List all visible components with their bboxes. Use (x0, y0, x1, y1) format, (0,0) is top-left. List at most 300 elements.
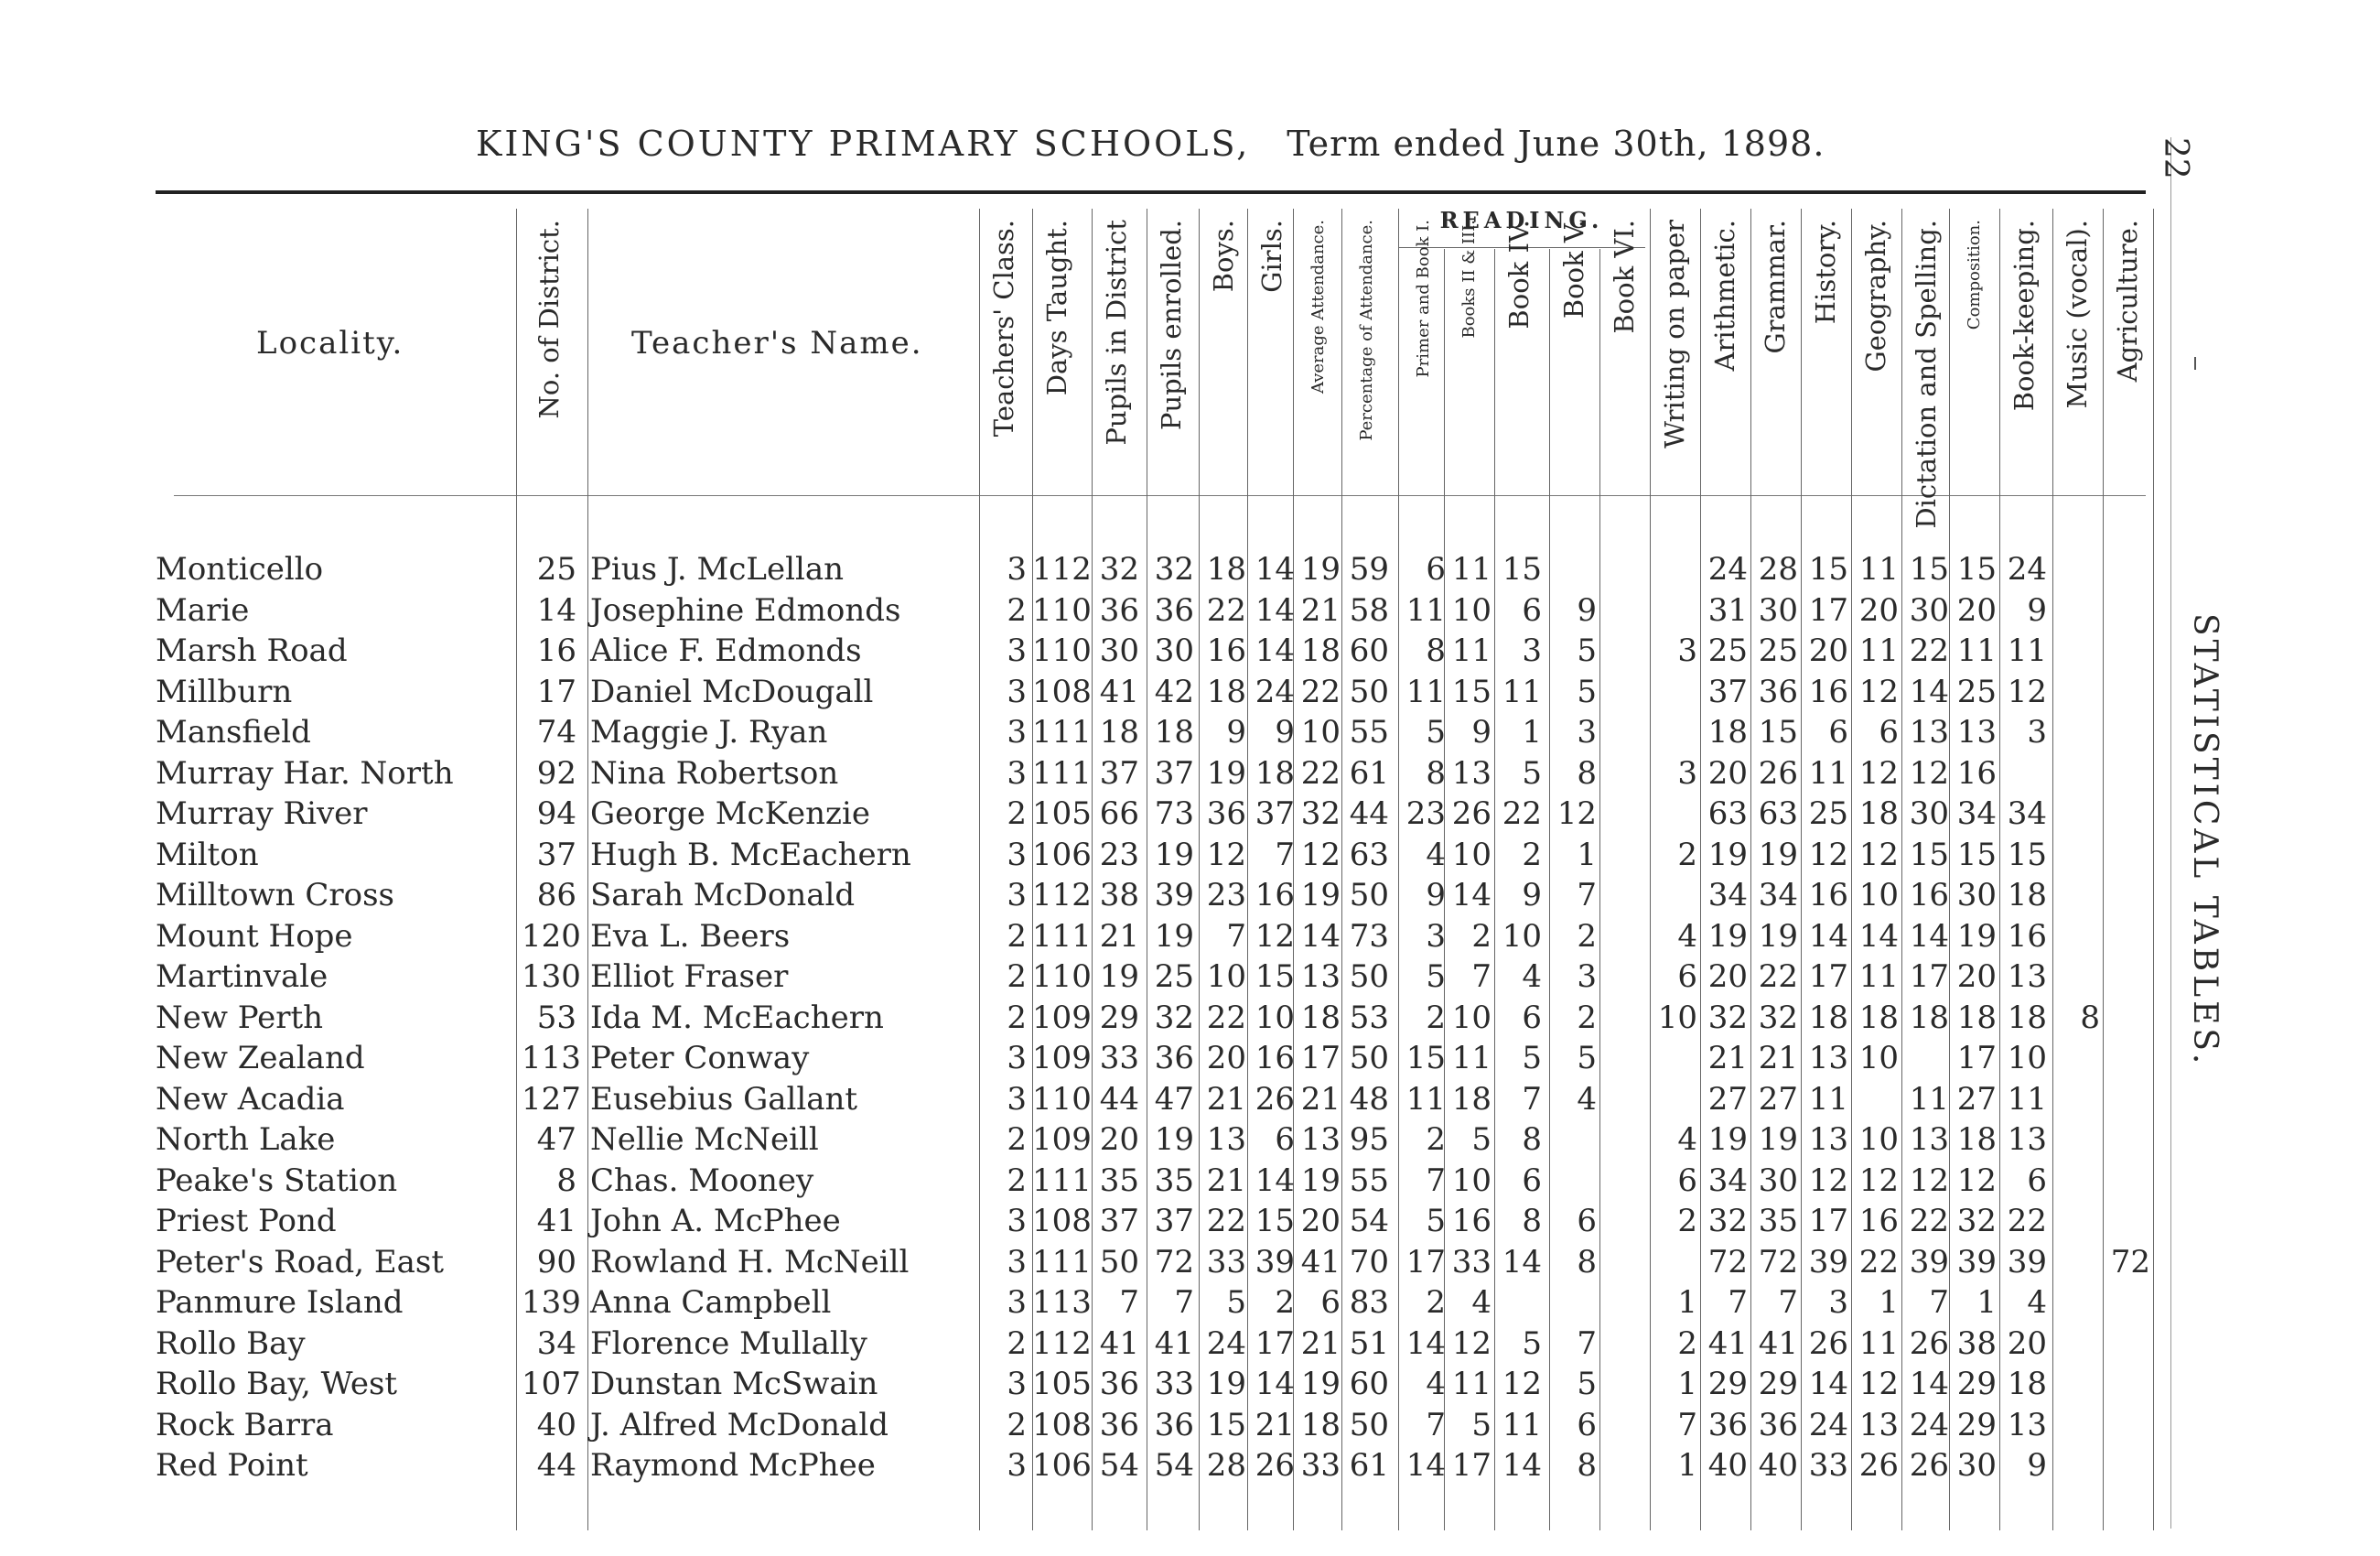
district-cell: 74 (536, 714, 576, 751)
value-cell: 14 (1909, 1366, 1949, 1402)
value-cell: 16 (1909, 877, 1949, 913)
value-cell: 18 (1956, 999, 1997, 1036)
value-cell: 37 (1099, 754, 1139, 792)
value-cell: 1 (1577, 836, 1597, 873)
value-cell: 12 (2007, 673, 2047, 710)
value-cell: 55 (1349, 714, 1389, 751)
column-rule (587, 209, 588, 1530)
value-cell: 36 (1154, 1040, 1194, 1076)
value-cell: 13 (1909, 1121, 1949, 1158)
value-cell: 18 (1099, 714, 1139, 751)
value-cell: 5 (1577, 1040, 1597, 1076)
value-cell: 20 (2007, 1324, 2047, 1362)
value-cell: 9 (1577, 591, 1597, 629)
locality-cell: Murray River (156, 795, 368, 832)
value-cell: 63 (1349, 836, 1389, 873)
value-cell: 36 (1758, 673, 1798, 710)
right-rule (2170, 137, 2171, 1529)
value-cell: 15 (1451, 673, 1492, 710)
value-cell: 2 (1677, 1203, 1697, 1239)
value-cell: 2 (1471, 917, 1492, 955)
value-cell: 11 (1405, 591, 1446, 629)
value-cell: 9 (2027, 591, 2047, 629)
header-col-20: Book-keeping. (2008, 220, 2040, 412)
value-cell: 15 (1909, 836, 1949, 873)
value-cell: 21 (1099, 917, 1139, 955)
value-cell: 2 (1677, 1324, 1697, 1362)
value-cell: 2 (1426, 1284, 1446, 1321)
value-cell: 10 (1206, 958, 1246, 995)
value-cell: 1 (1677, 1284, 1697, 1321)
district-cell: 139 (522, 1284, 581, 1321)
header-col-10: Book IV. (1503, 220, 1535, 330)
value-cell: 24 (1707, 551, 1748, 588)
value-cell: 20 (1956, 958, 1997, 995)
value-cell: 26 (1909, 1324, 1949, 1362)
value-cell: 26 (1451, 795, 1492, 832)
value-cell: 14 (1451, 877, 1492, 913)
value-cell: 15 (1255, 1203, 1295, 1239)
value-cell: 18 (1300, 632, 1341, 669)
value-cell: 1 (1976, 1284, 1997, 1321)
value-cell: 19 (1300, 1366, 1341, 1402)
district-cell: 107 (522, 1366, 581, 1402)
value-cell: 14 (1909, 917, 1949, 955)
value-cell: 4 (2027, 1284, 2047, 1321)
value-cell: 19 (1300, 877, 1341, 913)
value-cell: 48 (1349, 1080, 1389, 1118)
value-cell: 17 (1451, 1447, 1492, 1484)
value-cell: 17 (1956, 1040, 1997, 1076)
value-cell: 42 (1154, 673, 1194, 710)
value-cell: 32 (1707, 1203, 1748, 1239)
value-cell: 27 (1707, 1080, 1748, 1118)
district-cell: 25 (536, 551, 576, 588)
value-cell: 110 (1032, 1080, 1092, 1118)
value-cell: 5 (1426, 714, 1446, 751)
value-cell: 54 (1349, 1203, 1389, 1239)
value-cell: 83 (1349, 1284, 1389, 1321)
value-cell: 60 (1349, 1366, 1389, 1402)
value-cell: 5 (1522, 1324, 1542, 1362)
value-cell: 15 (1808, 551, 1848, 588)
district-cell: 47 (536, 1121, 576, 1158)
header-col-17: Geography. (1860, 220, 1891, 373)
locality-cell: Martinvale (156, 958, 328, 995)
value-cell: 15 (1405, 1040, 1446, 1076)
district-cell: 16 (536, 632, 576, 669)
value-cell: 14 (1808, 917, 1848, 955)
header-col-16: History. (1810, 220, 1841, 325)
value-cell: 41 (1099, 673, 1139, 710)
value-cell: 50 (1349, 1406, 1389, 1443)
value-cell: 13 (1300, 1121, 1341, 1158)
value-cell: 9 (1275, 714, 1295, 751)
value-cell: 14 (1405, 1324, 1446, 1362)
value-cell: 22 (1206, 999, 1246, 1036)
header-col-12: Book VI. (1609, 220, 1640, 334)
value-cell: 22 (1502, 795, 1542, 832)
value-cell: 41 (1099, 1324, 1139, 1362)
value-cell: 19 (1300, 1162, 1341, 1199)
value-cell: 36 (1099, 1406, 1139, 1443)
value-cell: 34 (1707, 1162, 1748, 1199)
locality-cell: Peake's Station (156, 1162, 398, 1199)
value-cell: 19 (1707, 1121, 1748, 1158)
value-cell: 21 (1758, 1040, 1798, 1076)
teacher-cell: Raymond McPhee (590, 1447, 876, 1484)
header-col-0: Teachers' Class. (988, 220, 1019, 438)
value-cell: 15 (1502, 551, 1542, 588)
value-cell: 6 (1577, 1406, 1597, 1443)
value-cell: 12 (1808, 836, 1848, 873)
value-cell: 34 (1707, 877, 1748, 913)
locality-cell: Mount Hope (156, 917, 353, 955)
value-cell: 21 (1300, 1080, 1341, 1118)
value-cell: 20 (1099, 1121, 1139, 1158)
value-cell: 24 (1255, 673, 1295, 710)
value-cell: 22 (1300, 754, 1341, 792)
value-cell: 16 (1808, 877, 1848, 913)
value-cell: 34 (1956, 795, 1997, 832)
value-cell: 20 (1300, 1203, 1341, 1239)
value-cell: 21 (1206, 1162, 1246, 1199)
value-cell: 16 (1451, 1203, 1492, 1239)
value-cell: 17 (1255, 1324, 1295, 1362)
district-cell: 17 (536, 673, 576, 710)
value-cell: 2 (1007, 1121, 1027, 1158)
value-cell: 12 (1808, 1162, 1848, 1199)
value-cell: 20 (1707, 958, 1748, 995)
value-cell: 30 (1956, 1447, 1997, 1484)
value-cell: 3 (1007, 1284, 1027, 1321)
value-cell: 16 (1255, 1040, 1295, 1076)
value-cell: 108 (1032, 1203, 1092, 1239)
value-cell: 26 (1758, 754, 1798, 792)
district-cell: 86 (536, 877, 576, 913)
value-cell: 113 (1032, 1284, 1092, 1321)
header-teacher: Teacher's Name. (631, 325, 923, 362)
value-cell: 12 (1206, 836, 1246, 873)
value-cell: 2 (1007, 1162, 1027, 1199)
value-cell: 12 (1556, 795, 1597, 832)
value-cell: 2 (1522, 836, 1542, 873)
value-cell: 24 (2007, 551, 2047, 588)
value-cell: 5 (1426, 958, 1446, 995)
value-cell: 23 (1099, 836, 1139, 873)
value-cell: 13 (1956, 714, 1997, 751)
value-cell: 7 (1119, 1284, 1139, 1321)
value-cell: 73 (1154, 795, 1194, 832)
value-cell: 14 (1255, 1162, 1295, 1199)
value-cell: 32 (1956, 1203, 1997, 1239)
value-cell: 72 (2110, 1243, 2150, 1280)
value-cell: 39 (2007, 1243, 2047, 1280)
value-cell: 13 (1909, 714, 1949, 751)
value-cell: 17 (1808, 591, 1848, 629)
value-cell: 2 (1426, 1121, 1446, 1158)
value-cell: 2 (1426, 999, 1446, 1036)
teacher-cell: Hugh B. McEachern (590, 836, 911, 873)
teacher-cell: Daniel McDougall (590, 673, 874, 710)
value-cell: 51 (1349, 1324, 1389, 1362)
value-cell: 18 (1255, 754, 1295, 792)
value-cell: 32 (1300, 795, 1341, 832)
value-cell: 14 (1502, 1447, 1542, 1484)
value-cell: 2 (1677, 836, 1697, 873)
value-cell: 34 (1758, 877, 1798, 913)
value-cell: 22 (1206, 591, 1246, 629)
value-cell: 19 (1707, 917, 1748, 955)
value-cell: 37 (1707, 673, 1748, 710)
header-col-4: Boys. (1208, 220, 1239, 293)
value-cell: 39 (1808, 1243, 1848, 1280)
value-cell: 8 (1577, 1243, 1597, 1280)
value-cell: 25 (1808, 795, 1848, 832)
header-col-7: Percentage of Attendance. (1356, 220, 1376, 441)
value-cell: 19 (1758, 917, 1798, 955)
value-cell: 8 (1426, 632, 1446, 669)
value-cell: 59 (1349, 551, 1389, 588)
value-cell: 37 (1154, 1203, 1194, 1239)
value-cell: 38 (1956, 1324, 1997, 1362)
header-col-15: Grammar. (1760, 220, 1791, 354)
value-cell: 17 (1808, 958, 1848, 995)
value-cell: 11 (1858, 1324, 1899, 1362)
district-cell: 53 (536, 999, 576, 1036)
value-cell: 7 (1522, 1080, 1542, 1118)
value-cell: 111 (1032, 1162, 1092, 1199)
value-cell: 14 (1909, 673, 1949, 710)
value-cell: 8 (1522, 1121, 1542, 1158)
value-cell: 36 (1707, 1406, 1748, 1443)
value-cell: 11 (1808, 1080, 1848, 1118)
value-cell: 22 (1206, 1203, 1246, 1239)
value-cell: 26 (1909, 1447, 1949, 1484)
header-rule (174, 495, 2146, 496)
value-cell: 111 (1032, 917, 1092, 955)
value-cell: 5 (1522, 754, 1542, 792)
value-cell: 8 (1426, 754, 1446, 792)
value-cell: 10 (1502, 917, 1542, 955)
value-cell: 32 (1154, 999, 1194, 1036)
value-cell: 111 (1032, 714, 1092, 751)
value-cell: 10 (1657, 999, 1697, 1036)
teacher-cell: George McKenzie (590, 795, 870, 832)
locality-cell: Mansfield (156, 714, 311, 751)
value-cell: 2 (1275, 1284, 1295, 1321)
value-cell: 18 (1154, 714, 1194, 751)
value-cell: 32 (1154, 551, 1194, 588)
teacher-cell: Eusebius Gallant (590, 1080, 858, 1118)
value-cell: 12 (1956, 1162, 1997, 1199)
value-cell: 2 (1007, 1324, 1027, 1362)
value-cell: 3 (1007, 632, 1027, 669)
teacher-cell: J. Alfred McDonald (590, 1406, 888, 1443)
value-cell: 7 (1778, 1284, 1798, 1321)
value-cell: 6 (1522, 999, 1542, 1036)
value-cell: 24 (1206, 1324, 1246, 1362)
value-cell: 72 (1758, 1243, 1798, 1280)
value-cell: 33 (1099, 1040, 1139, 1076)
value-cell: 11 (1858, 958, 1899, 995)
value-cell: 50 (1349, 673, 1389, 710)
value-cell: 18 (1858, 999, 1899, 1036)
teacher-cell: Nellie McNeill (590, 1121, 819, 1158)
district-cell: 92 (536, 754, 576, 792)
value-cell: 7 (1677, 1406, 1697, 1443)
value-cell: 7 (1174, 1284, 1194, 1321)
value-cell: 3 (1007, 1040, 1027, 1076)
value-cell: 1 (1677, 1366, 1697, 1402)
value-cell: 18 (1206, 673, 1246, 710)
value-cell: 19 (1758, 1121, 1798, 1158)
value-cell: 106 (1032, 1447, 1092, 1484)
value-cell: 6 (1426, 551, 1446, 588)
teacher-cell: Ida M. McEachern (590, 999, 884, 1036)
header-col-5: Girls. (1256, 220, 1287, 293)
value-cell: 11 (1858, 551, 1899, 588)
district-cell: 41 (536, 1203, 576, 1239)
value-cell: 29 (1758, 1366, 1798, 1402)
value-cell: 3 (1007, 1080, 1027, 1118)
value-cell: 7 (1226, 917, 1246, 955)
value-cell: 18 (2007, 877, 2047, 913)
value-cell: 111 (1032, 1243, 1092, 1280)
value-cell: 109 (1032, 1040, 1092, 1076)
value-cell: 14 (1858, 917, 1899, 955)
value-cell: 11 (1451, 551, 1492, 588)
value-cell: 2 (1577, 999, 1597, 1036)
column-rule (2103, 209, 2104, 1530)
teacher-cell: Rowland H. McNeill (590, 1243, 910, 1280)
value-cell: 16 (1956, 754, 1997, 792)
value-cell: 18 (2007, 999, 2047, 1036)
value-cell: 5 (1471, 1406, 1492, 1443)
value-cell: 36 (1206, 795, 1246, 832)
value-cell: 2 (1007, 591, 1027, 629)
value-cell: 11 (1405, 673, 1446, 710)
value-cell: 50 (1349, 958, 1389, 995)
header-col-19: Composition. (1964, 220, 1984, 330)
value-cell: 2 (1577, 917, 1597, 955)
header-col-3: Pupils enrolled. (1156, 220, 1187, 431)
value-cell: 5 (1577, 632, 1597, 669)
value-cell: 25 (1758, 632, 1798, 669)
locality-cell: Red Point (156, 1447, 308, 1484)
locality-cell: Rock Barra (156, 1406, 334, 1443)
value-cell: 112 (1032, 877, 1092, 913)
value-cell: 60 (1349, 632, 1389, 669)
value-cell: 21 (1255, 1406, 1295, 1443)
locality-cell: Marie (156, 591, 250, 629)
value-cell: 4 (1677, 917, 1697, 955)
teacher-cell: Josephine Edmonds (590, 591, 901, 629)
value-cell: 7 (1728, 1284, 1748, 1321)
value-cell: 29 (1956, 1366, 1997, 1402)
value-cell: 13 (1808, 1121, 1848, 1158)
value-cell: 5 (1426, 1203, 1446, 1239)
value-cell: 11 (2007, 1080, 2047, 1118)
value-cell: 7 (1471, 958, 1492, 995)
value-cell: 9 (1522, 877, 1542, 913)
value-cell: 40 (1758, 1447, 1798, 1484)
teacher-cell: Elliot Fraser (590, 958, 789, 995)
value-cell: 36 (1154, 1406, 1194, 1443)
value-cell: 11 (1808, 754, 1848, 792)
locality-cell: North Lake (156, 1121, 336, 1158)
value-cell: 32 (1758, 999, 1798, 1036)
value-cell: 15 (2007, 836, 2047, 873)
value-cell: 41 (1300, 1243, 1341, 1280)
value-cell: 2 (1007, 795, 1027, 832)
value-cell: 24 (1808, 1406, 1848, 1443)
teacher-cell: Peter Conway (590, 1040, 810, 1076)
value-cell: 105 (1032, 795, 1092, 832)
value-cell: 30 (1758, 1162, 1798, 1199)
value-cell: 55 (1349, 1162, 1389, 1199)
teacher-cell: Pius J. McLellan (590, 551, 844, 588)
value-cell: 4 (1677, 1121, 1697, 1158)
value-cell: 11 (1858, 632, 1899, 669)
value-cell: 5 (1522, 1040, 1542, 1076)
value-cell: 33 (1808, 1447, 1848, 1484)
value-cell: 39 (1154, 877, 1194, 913)
value-cell: 31 (1707, 591, 1748, 629)
district-cell: 8 (556, 1162, 576, 1199)
value-cell: 1 (1677, 1447, 1697, 1484)
value-cell: 36 (1758, 1406, 1798, 1443)
value-cell: 39 (1255, 1243, 1295, 1280)
value-cell: 63 (1707, 795, 1748, 832)
value-cell: 3 (1007, 1366, 1027, 1402)
value-cell: 3 (1007, 1447, 1027, 1484)
teacher-cell: Florence Mullally (590, 1324, 867, 1362)
value-cell: 8 (1577, 1447, 1597, 1484)
value-cell: 7 (1577, 877, 1597, 913)
value-cell: 36 (1154, 591, 1194, 629)
value-cell: 24 (1909, 1406, 1949, 1443)
header-locality: Locality. (256, 325, 404, 362)
value-cell: 37 (1154, 754, 1194, 792)
value-cell: 10 (1255, 999, 1295, 1036)
value-cell: 5 (1471, 1121, 1492, 1158)
value-cell: 11 (1451, 1040, 1492, 1076)
value-cell: 3 (1007, 673, 1027, 710)
value-cell: 11 (1451, 632, 1492, 669)
value-cell: 22 (1858, 1243, 1899, 1280)
value-cell: 23 (1206, 877, 1246, 913)
value-cell: 12 (1909, 754, 1949, 792)
value-cell: 6 (1275, 1121, 1295, 1158)
value-cell: 6 (1522, 1162, 1542, 1199)
value-cell: 33 (1451, 1243, 1492, 1280)
value-cell: 9 (2027, 1447, 2047, 1484)
value-cell: 6 (1577, 1203, 1597, 1239)
locality-cell: Priest Pond (156, 1203, 337, 1239)
value-cell: 12 (1300, 836, 1341, 873)
value-cell: 30 (1154, 632, 1194, 669)
header-col-21: Music (vocal). (2062, 220, 2093, 409)
value-cell: 25 (1707, 632, 1748, 669)
value-cell: 18 (1300, 999, 1341, 1036)
value-cell: 109 (1032, 1121, 1092, 1158)
value-cell: 17 (1808, 1203, 1848, 1239)
value-cell: 12 (1255, 917, 1295, 955)
value-cell: 112 (1032, 1324, 1092, 1362)
title-main: KING'S COUNTY PRIMARY SCHOOLS, (476, 124, 1251, 164)
teacher-cell: John A. McPhee (590, 1203, 841, 1239)
